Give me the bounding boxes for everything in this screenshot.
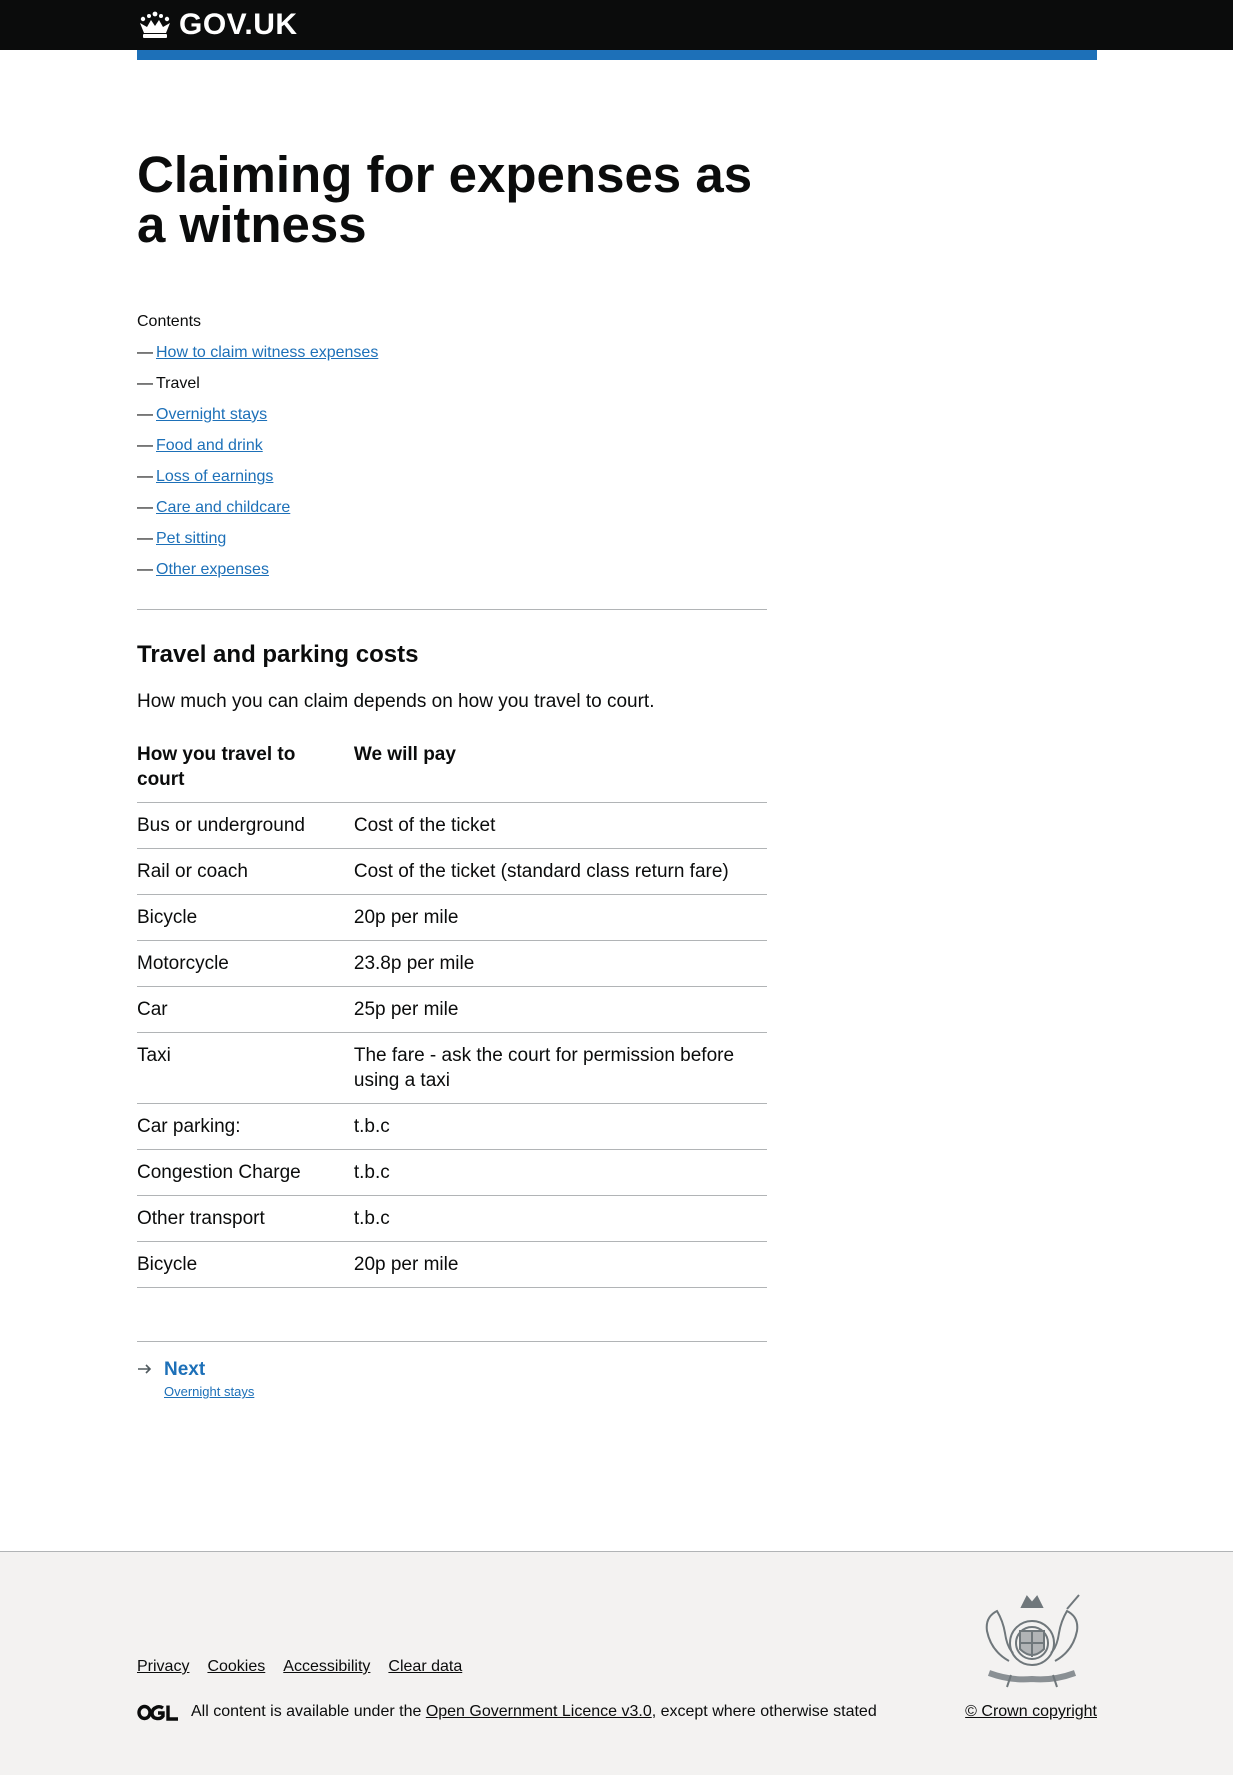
table-cell-payment: t.b.c xyxy=(354,1150,767,1196)
table-cell-method: Congestion Charge xyxy=(137,1150,354,1196)
table-row xyxy=(137,941,767,987)
licence-link[interactable]: Open Government Licence v3.0 xyxy=(425,1703,652,1720)
table-cell-method: Motorcycle xyxy=(137,941,354,987)
contents-link-overnight-stays[interactable]: Overnight stays xyxy=(156,406,268,423)
table-row xyxy=(137,1242,767,1288)
contents-item xyxy=(137,492,767,523)
table-cell-payment: 25p per mile xyxy=(354,987,767,1033)
table-cell-payment: 23.8p per mile xyxy=(354,941,767,987)
footer-link-cookies[interactable]: Cookies xyxy=(207,1658,266,1675)
contents-dash: — xyxy=(137,468,153,485)
table-cell-payment: t.b.c xyxy=(354,1196,767,1242)
section-lead-text: How much you can claim depends on how you travel to court. xyxy=(137,691,655,712)
table-cell-method: Car xyxy=(137,987,354,1033)
table-cell-method: Other transport xyxy=(137,1196,354,1242)
govuk-logo-link[interactable] xyxy=(137,6,298,44)
contents-item xyxy=(137,430,767,461)
table-cell-payment: 20p per mile xyxy=(354,895,767,941)
contents-dash: — xyxy=(137,375,153,392)
table-header-pay: We will pay xyxy=(354,742,767,803)
travel-costs-table xyxy=(137,742,767,1288)
page-title: Claiming for expenses as a witness xyxy=(137,146,753,253)
contents-item xyxy=(137,399,767,430)
contents-item-current xyxy=(137,368,767,399)
pagination-divider xyxy=(137,1341,767,1342)
contents-dash: — xyxy=(137,499,153,516)
table-row xyxy=(137,987,767,1033)
footer-link-clear-data[interactable]: Clear data xyxy=(388,1658,463,1675)
licence-text xyxy=(191,1700,877,1724)
contents-dash: — xyxy=(137,561,153,578)
section-divider xyxy=(137,609,767,610)
table-cell-method: Bicycle xyxy=(137,895,354,941)
header-blue-bar xyxy=(137,50,1097,60)
contents-item xyxy=(137,523,767,554)
footer-links xyxy=(137,1655,462,1679)
contents-current-travel: Travel xyxy=(156,375,200,392)
royal-coat-of-arms-icon xyxy=(967,1591,1097,1695)
table-cell-payment: Cost of the ticket xyxy=(354,803,767,849)
contents-link-how-to-claim[interactable]: How to claim witness expenses xyxy=(156,344,379,361)
footer-link-privacy[interactable]: Privacy xyxy=(137,1658,190,1675)
table-row xyxy=(137,1150,767,1196)
arrow-right-icon xyxy=(137,1361,153,1377)
crown-icon xyxy=(137,11,173,39)
contents-nav xyxy=(137,306,767,585)
table-cell-method: Bicycle xyxy=(137,1242,354,1288)
section-title: Travel and parking costs xyxy=(137,641,419,668)
contents-dash: — xyxy=(137,344,153,361)
table-header-row xyxy=(137,742,767,803)
table-row xyxy=(137,849,767,895)
next-page-link[interactable]: Overnight stays xyxy=(164,1384,255,1399)
table-cell-method: Car parking: xyxy=(137,1104,354,1150)
table-row xyxy=(137,803,767,849)
table-cell-payment: 20p per mile xyxy=(354,1242,767,1288)
main-content xyxy=(137,146,767,253)
contents-heading: Contents xyxy=(137,313,202,330)
contents-dash: — xyxy=(137,406,153,423)
contents-item xyxy=(137,554,767,585)
contents-link-food-and-drink[interactable]: Food and drink xyxy=(156,437,263,454)
table-header-travel: How you travel to court xyxy=(137,742,354,803)
ogl-logo-icon xyxy=(137,1704,179,1721)
next-link[interactable]: Next xyxy=(164,1359,206,1380)
contents-link-pet-sitting[interactable]: Pet sitting xyxy=(156,530,227,547)
contents-dash: — xyxy=(137,530,153,547)
site-footer xyxy=(0,1551,1233,1775)
table-cell-method: Bus or underground xyxy=(137,803,354,849)
table-cell-payment: The fare - ask the court for permission before using a taxi xyxy=(354,1033,767,1104)
contents-link-loss-of-earnings[interactable]: Loss of earnings xyxy=(156,468,274,485)
contents-list xyxy=(137,337,767,585)
logo-text: GOV.UK xyxy=(179,8,298,41)
contents-link-care-and-childcare[interactable]: Care and childcare xyxy=(156,499,291,516)
contents-item xyxy=(137,461,767,492)
footer-link-accessibility[interactable]: Accessibility xyxy=(283,1658,371,1675)
table-row xyxy=(137,1104,767,1150)
contents-item xyxy=(137,337,767,368)
crown-copyright-link[interactable]: © Crown copyright xyxy=(965,1703,1097,1720)
licence-prefix: All content is available under the xyxy=(191,1703,426,1720)
table-cell-payment: Cost of the ticket (standard class return fare) xyxy=(354,849,767,895)
travel-section xyxy=(137,636,767,673)
table-cell-payment: t.b.c xyxy=(354,1104,767,1150)
site-header xyxy=(0,0,1233,50)
table-cell-method: Rail or coach xyxy=(137,849,354,895)
contents-dash: — xyxy=(137,437,153,454)
table-row xyxy=(137,1196,767,1242)
contents-link-other-expenses[interactable]: Other expenses xyxy=(156,561,269,578)
table-row xyxy=(137,1033,767,1104)
table-cell-method: Taxi xyxy=(137,1033,354,1104)
licence-suffix: , except where otherwise stated xyxy=(651,1703,877,1720)
table-row xyxy=(137,895,767,941)
